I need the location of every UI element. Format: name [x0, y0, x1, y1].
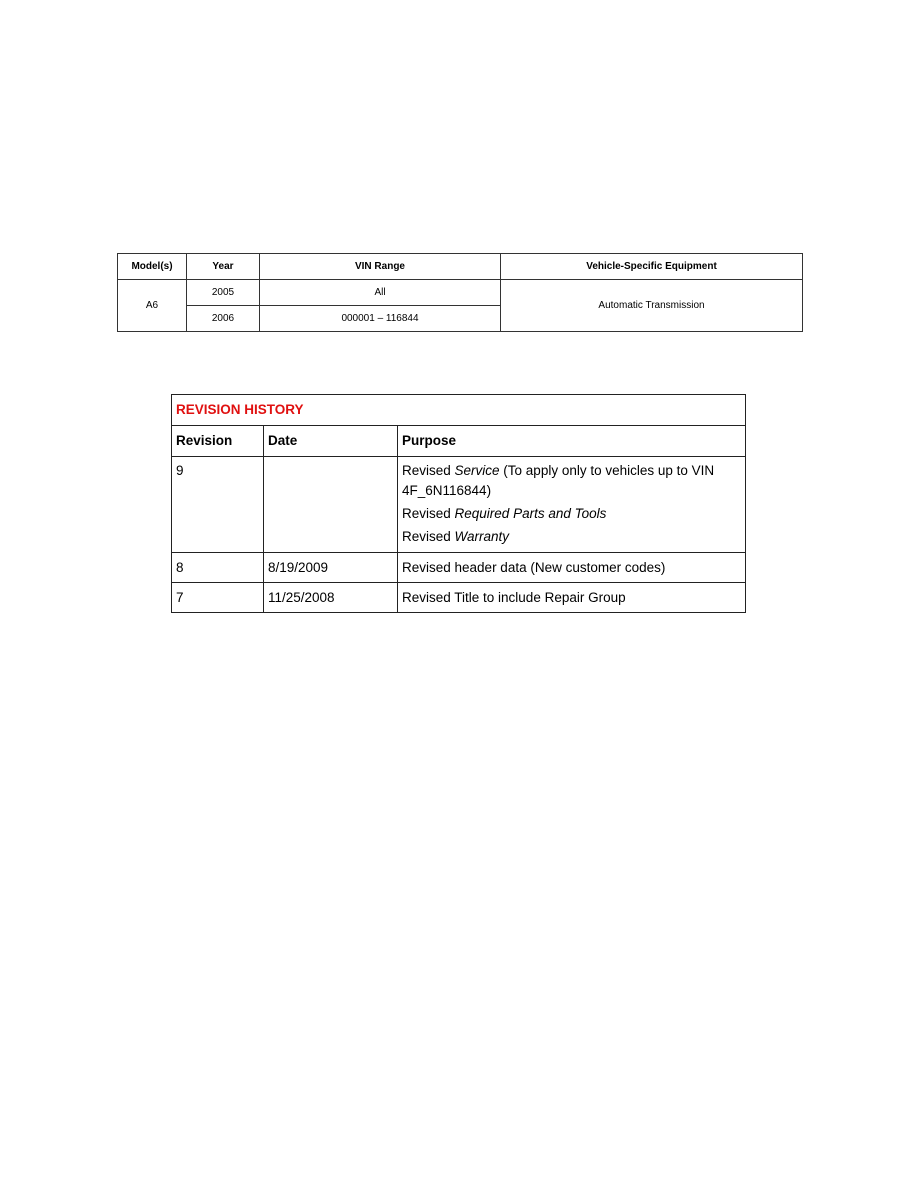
purpose-suffix: (To apply only to vehicles up to VIN 4F_6N116844) [402, 463, 715, 498]
vin-range-cell: 000001 – 116844 [260, 306, 501, 332]
header-year: Year [187, 254, 260, 280]
vin-range-cell: All [260, 280, 501, 306]
revision-number: 9 [172, 457, 264, 553]
revision-header-row [172, 426, 746, 457]
revision-date: 11/25/2008 [264, 583, 398, 613]
revision-number: 7 [172, 583, 264, 613]
header-date: Date [264, 426, 398, 457]
header-revision: Revision [172, 426, 264, 457]
table-row [172, 583, 746, 613]
header-models: Model(s) [118, 254, 187, 280]
table-row [172, 553, 746, 583]
purpose-line [402, 504, 741, 524]
revision-title-row [172, 395, 746, 426]
table-row [172, 457, 746, 553]
purpose-prefix: Revised [402, 463, 455, 478]
header-purpose: Purpose [398, 426, 746, 457]
purpose-prefix: Revised [402, 529, 455, 544]
purpose-emphasis: Warranty [454, 529, 510, 544]
revision-history-table [171, 394, 746, 613]
revision-purpose: Revised Title to include Repair Group [398, 583, 746, 613]
vehicle-table-header-row [118, 254, 803, 280]
model-cell: A6 [118, 280, 187, 332]
purpose-line [402, 461, 741, 501]
revision-purpose [398, 457, 746, 553]
revision-history-title: REVISION HISTORY [172, 395, 746, 426]
header-vin-range: VIN Range [260, 254, 501, 280]
revision-date: 8/19/2009 [264, 553, 398, 583]
equipment-cell: Automatic Transmission [501, 280, 803, 332]
purpose-prefix: Revised [402, 506, 455, 521]
purpose-emphasis: Required Parts and Tools [454, 506, 607, 521]
header-equipment: Vehicle-Specific Equipment [501, 254, 803, 280]
vehicle-applicability-table [117, 253, 803, 332]
revision-number: 8 [172, 553, 264, 583]
year-cell: 2006 [187, 306, 260, 332]
purpose-line [402, 527, 741, 547]
table-row [118, 280, 803, 306]
revision-date [264, 457, 398, 553]
purpose-emphasis: Service [454, 463, 500, 478]
year-cell: 2005 [187, 280, 260, 306]
revision-purpose: Revised header data (New customer codes) [398, 553, 746, 583]
